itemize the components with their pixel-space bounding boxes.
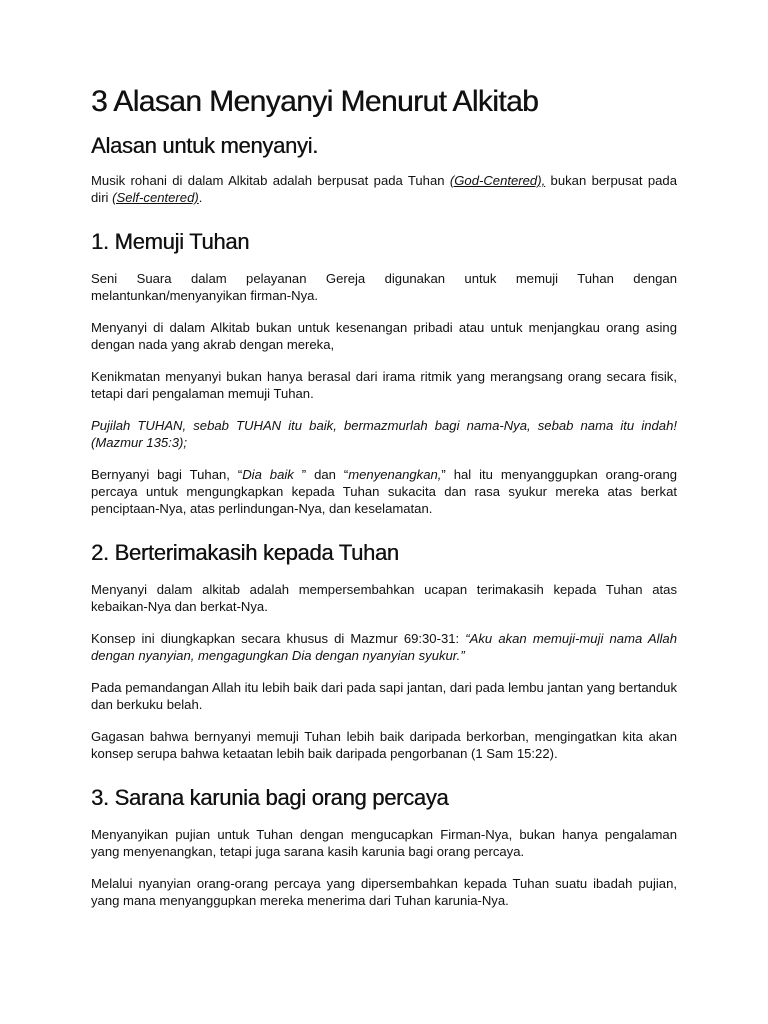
section-2-paragraph-2	[91, 630, 677, 664]
intro-term-self-centered: (Self-centered)	[112, 190, 199, 205]
section-1-p5-dia-baik: Dia baik	[242, 467, 294, 482]
section-3-paragraph-2: Melalui nyanyian orang-orang percaya yang dipersembahkan kepada Tuhan suatu ibadah pujian, yang mana menyanggupkan mereka menerima dari Tuhan karunia-Nya.	[91, 876, 677, 908]
section-1-paragraph-1: Seni Suara dalam pelayanan Gereja digunakan untuk memuji Tuhan dengan melantunkan/menyanyikan firman-Nya.	[91, 271, 677, 303]
section-1-quote-text: Pujilah TUHAN, sebab TUHAN itu baik, bermazmurlah bagi nama-Nya, sebab nama itu indah! (Mazmur 135:3);	[91, 418, 677, 450]
section-1-p5-c: ” dan “	[293, 467, 349, 482]
document-subtitle: Alasan untuk menyanyi.	[91, 133, 318, 158]
document-title: 3 Alasan Menyanyi Menurut Alkitab	[91, 85, 539, 118]
section-1-quote	[91, 417, 677, 451]
section-2-p2-a: Konsep ini diungkapkan secara khusus di Mazmur 69:30-31:	[91, 631, 466, 646]
section-1-p5-a: Bernyanyi bagi Tuhan, “	[91, 467, 243, 482]
section-3-paragraph-1: Menyanyikan pujian untuk Tuhan dengan mengucapkan Firman-Nya, bukan hanya pengalaman yang menyenangkan, tetapi juga sarana kasih karunia bagi orang percaya.	[91, 827, 677, 859]
section-1-paragraph-5	[91, 466, 677, 517]
section-2-paragraph-3: Pada pemandangan Allah itu lebih baik dari pada sapi jantan, dari pada lembu jantan yang bertanduk dan berkuku belah.	[91, 680, 678, 712]
intro-text-before: Musik rohani di dalam Alkitab adalah berpusat pada Tuhan	[91, 173, 450, 188]
intro-paragraph	[91, 172, 677, 206]
intro-term-god-centered: (God-Centered),	[449, 173, 546, 188]
section-3-heading: 3. Sarana karunia bagi orang percaya	[91, 785, 449, 810]
intro-text-middle: bukan berpusat pada diri	[91, 173, 677, 205]
section-1-paragraph-2: Menyanyi di dalam Alkitab bukan untuk kesenangan pribadi atau untuk menjangkau orang asing dengan nada yang akrab dengan mereka,	[91, 320, 677, 352]
section-2-paragraph-1: Menyanyi dalam alkitab adalah mempersembahkan ucapan terimakasih kepada Tuhan atas kebaikan-Nya dan berkat-Nya.	[91, 582, 677, 614]
section-1-paragraph-3: Kenikmatan menyanyi bukan hanya berasal dari irama ritmik yang merangsang orang secara fisik, tetapi dari pengalaman memuji Tuhan.	[91, 369, 677, 401]
section-2-heading: 2. Berterimakasih kepada Tuhan	[91, 540, 399, 565]
intro-text-after: .	[198, 190, 203, 205]
section-2-paragraph-4: Gagasan bahwa bernyanyi memuji Tuhan lebih baik daripada berkorban, mengingatkan kita akan konsep serupa bahwa ketaatan lebih baik daripada pengorbanan (1 Sam 15:22).	[91, 729, 677, 761]
section-1-heading: 1. Memuji Tuhan	[91, 229, 250, 254]
section-2-p2-quote: “Aku akan memuji-muji nama Allah dengan nyanyian, mengagungkan Dia dengan nyanyian syukur.”	[91, 631, 677, 663]
document-page	[91, 84, 677, 924]
section-1-p5-e: ” hal itu menyanggupkan orang-orang percaya untuk mengungkapkan kepada Tuhan sukacita dan rasa syukur mereka atas berkat penciptaan-Nya, atas perlindungan-Nya, dan keselamatan.	[91, 467, 678, 516]
section-1-p5-menyenangkan: menyenangkan,	[348, 467, 442, 482]
